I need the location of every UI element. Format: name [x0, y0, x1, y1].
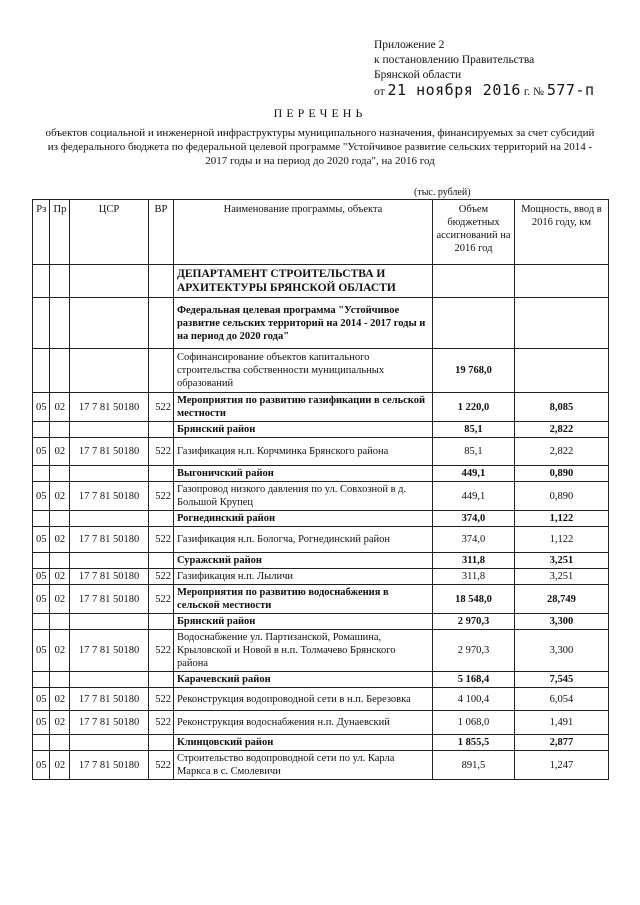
- cell-pr: 02: [50, 711, 70, 735]
- cell-rz: [33, 511, 50, 527]
- cell-name: Водоснабжение ул. Партизанской, Ромашина, Крыловской и Новой в н.п. Толмачево Брянского района: [173, 630, 432, 672]
- cell-csr: [70, 511, 149, 527]
- table-row: [33, 688, 609, 711]
- col-header-amount: Объем бюджетных ассигнований на 2016 год: [433, 200, 515, 265]
- appendix-block: [374, 38, 595, 100]
- cell-csr: 17 7 81 50180: [70, 482, 149, 511]
- cell-csr: [70, 672, 149, 688]
- cell-name: Брянский район: [173, 614, 432, 630]
- cell-csr: [70, 265, 149, 298]
- cell-amount: [433, 298, 515, 349]
- cell-amount: 2 970,3: [433, 614, 515, 630]
- table-row: [33, 393, 609, 422]
- appendix-line: Приложение 2: [374, 39, 445, 51]
- cell-rz: 05: [33, 751, 50, 780]
- table-row: [33, 265, 609, 298]
- cell-vr: [148, 466, 173, 482]
- table-row: [33, 614, 609, 630]
- cell-csr: 17 7 81 50180: [70, 527, 149, 553]
- table-row: [33, 466, 609, 482]
- cell-vr: [148, 614, 173, 630]
- cell-name: Мероприятия по развитию газификации в сельской местности: [173, 393, 432, 422]
- table-row: [33, 511, 609, 527]
- cell-capacity: 3,300: [514, 614, 608, 630]
- cell-name: Газопровод низкого давления по ул. Совхозной в д. Большой Крупец: [173, 482, 432, 511]
- cell-capacity: 1,247: [514, 751, 608, 780]
- cell-rz: 05: [33, 569, 50, 585]
- cell-capacity: 3,251: [514, 569, 608, 585]
- cell-name: Газификация н.п. Корчминка Брянского района: [173, 438, 432, 466]
- cell-vr: [148, 298, 173, 349]
- cell-rz: 05: [33, 585, 50, 614]
- cell-amount: 5 168,4: [433, 672, 515, 688]
- cell-csr: 17 7 81 50180: [70, 751, 149, 780]
- cell-capacity: 7,545: [514, 672, 608, 688]
- table-row: [33, 751, 609, 780]
- cell-vr: [148, 349, 173, 393]
- cell-vr: 522: [148, 630, 173, 672]
- cell-name: Строительство водопроводной сети по ул. Карла Маркса в с. Смолевичи: [173, 751, 432, 780]
- cell-pr: 02: [50, 630, 70, 672]
- cell-name: Мероприятия по развитию водоснабжения в сельской местности: [173, 585, 432, 614]
- cell-amount: 19 768,0: [433, 349, 515, 393]
- cell-rz: 05: [33, 630, 50, 672]
- cell-pr: [50, 735, 70, 751]
- cell-rz: 05: [33, 438, 50, 466]
- cell-capacity: 6,054: [514, 688, 608, 711]
- cell-rz: [33, 349, 50, 393]
- cell-amount: 311,8: [433, 569, 515, 585]
- cell-capacity: 2,822: [514, 438, 608, 466]
- cell-rz: [33, 298, 50, 349]
- table-row: [33, 672, 609, 688]
- table-row: [33, 569, 609, 585]
- cell-capacity: 0,890: [514, 482, 608, 511]
- cell-csr: 17 7 81 50180: [70, 630, 149, 672]
- cell-name: Карачевский район: [173, 672, 432, 688]
- cell-rz: [33, 466, 50, 482]
- cell-pr: 02: [50, 585, 70, 614]
- col-header-csr: ЦСР: [70, 200, 149, 265]
- cell-rz: [33, 422, 50, 438]
- table-row: [33, 482, 609, 511]
- col-header-capacity: Мощность, ввод в 2016 году, км: [514, 200, 608, 265]
- cell-pr: 02: [50, 482, 70, 511]
- cell-rz: 05: [33, 688, 50, 711]
- cell-csr: [70, 553, 149, 569]
- col-header-name: Наименование программы, объекта: [173, 200, 432, 265]
- cell-name: Газификация н.п. Лыличи: [173, 569, 432, 585]
- cell-capacity: 2,822: [514, 422, 608, 438]
- cell-pr: 02: [50, 527, 70, 553]
- cell-amount: 374,0: [433, 511, 515, 527]
- document-subtitle: объектов социальной и инженерной инфраструктуры муниципального назначения, финансируемых за счет субсидий из федерального бюджета по федеральной целевой программе "Устойчивое развитие сельских территорий на 2014 - 2017 годы и на период до 2020 года", на 2016 год: [45, 127, 595, 167]
- cell-name: Брянский район: [173, 422, 432, 438]
- cell-capacity: 1,122: [514, 527, 608, 553]
- document-title: ПЕРЕЧЕНЬ: [273, 106, 367, 120]
- cell-amount: 18 548,0: [433, 585, 515, 614]
- cell-pr: 02: [50, 438, 70, 466]
- cell-amount: 85,1: [433, 422, 515, 438]
- cell-csr: 17 7 81 50180: [70, 711, 149, 735]
- cell-csr: 17 7 81 50180: [70, 569, 149, 585]
- cell-vr: 522: [148, 393, 173, 422]
- cell-capacity: [514, 298, 608, 349]
- table-row: [33, 735, 609, 751]
- cell-amount: 311,8: [433, 553, 515, 569]
- appendix-line: к постановлению Правительства: [374, 54, 535, 66]
- col-header-vr: ВР: [148, 200, 173, 265]
- cell-amount: 85,1: [433, 438, 515, 466]
- cell-vr: [148, 265, 173, 298]
- table-header-row: [33, 200, 609, 265]
- table-row: [33, 422, 609, 438]
- cell-pr: 02: [50, 393, 70, 422]
- cell-vr: 522: [148, 482, 173, 511]
- cell-csr: 17 7 81 50180: [70, 585, 149, 614]
- decree-number: 577-п: [546, 81, 595, 99]
- cell-vr: 522: [148, 527, 173, 553]
- cell-pr: 02: [50, 688, 70, 711]
- cell-rz: [33, 735, 50, 751]
- cell-pr: [50, 672, 70, 688]
- cell-capacity: 1,491: [514, 711, 608, 735]
- cell-csr: [70, 614, 149, 630]
- col-header-rz: Рз: [33, 200, 50, 265]
- table-row: [33, 349, 609, 393]
- cell-amount: 891,5: [433, 751, 515, 780]
- cell-csr: 17 7 81 50180: [70, 688, 149, 711]
- cell-pr: [50, 614, 70, 630]
- units-note: (тыс. рублей): [414, 187, 471, 198]
- cell-pr: [50, 265, 70, 298]
- cell-amount: 449,1: [433, 482, 515, 511]
- table-row: [33, 553, 609, 569]
- cell-vr: 522: [148, 751, 173, 780]
- cell-pr: [50, 349, 70, 393]
- table-row: [33, 298, 609, 349]
- cell-vr: 522: [148, 569, 173, 585]
- cell-name: Клинцовский район: [173, 735, 432, 751]
- cell-amount: 1 068,0: [433, 711, 515, 735]
- decree-prefix: от: [374, 86, 385, 98]
- decree-date: 21 ноября 2016: [387, 81, 521, 99]
- cell-amount: 374,0: [433, 527, 515, 553]
- cell-name: ДЕПАРТАМЕНТ СТРОИТЕЛЬСТВА И АРХИТЕКТУРЫ БРЯНСКОЙ ОБЛАСТИ: [173, 265, 432, 298]
- cell-capacity: 3,251: [514, 553, 608, 569]
- table-row: [33, 585, 609, 614]
- col-header-pr: Пр: [50, 200, 70, 265]
- cell-csr: [70, 735, 149, 751]
- cell-name: Выгоничский район: [173, 466, 432, 482]
- cell-vr: 522: [148, 438, 173, 466]
- cell-vr: [148, 735, 173, 751]
- table-row: [33, 438, 609, 466]
- cell-name: Реконструкция водопроводной сети в н.п. Березовка: [173, 688, 432, 711]
- cell-csr: 17 7 81 50180: [70, 438, 149, 466]
- cell-pr: [50, 511, 70, 527]
- cell-name: Реконструкция водоснабжения н.п. Дунаевский: [173, 711, 432, 735]
- cell-csr: 17 7 81 50180: [70, 393, 149, 422]
- cell-vr: [148, 422, 173, 438]
- objects-table: [32, 199, 609, 780]
- cell-pr: 02: [50, 569, 70, 585]
- cell-vr: 522: [148, 585, 173, 614]
- cell-pr: [50, 466, 70, 482]
- cell-rz: [33, 614, 50, 630]
- cell-rz: [33, 672, 50, 688]
- table-row: [33, 711, 609, 735]
- cell-pr: [50, 422, 70, 438]
- cell-vr: [148, 511, 173, 527]
- cell-pr: 02: [50, 751, 70, 780]
- cell-vr: [148, 553, 173, 569]
- cell-name: Федеральная целевая программа "Устойчивое развитие сельских территорий на 2014 - 2017 годы и на период до 2020 года": [173, 298, 432, 349]
- table-row: [33, 527, 609, 553]
- cell-amount: 2 970,3: [433, 630, 515, 672]
- cell-pr: [50, 553, 70, 569]
- table-row: [33, 630, 609, 672]
- cell-capacity: [514, 349, 608, 393]
- cell-amount: [433, 265, 515, 298]
- cell-rz: 05: [33, 393, 50, 422]
- cell-rz: 05: [33, 711, 50, 735]
- cell-csr: [70, 422, 149, 438]
- cell-amount: 449,1: [433, 466, 515, 482]
- cell-capacity: 1,122: [514, 511, 608, 527]
- cell-capacity: 0,890: [514, 466, 608, 482]
- cell-rz: 05: [33, 482, 50, 511]
- cell-vr: 522: [148, 688, 173, 711]
- cell-amount: 1 855,5: [433, 735, 515, 751]
- cell-amount: 4 100,4: [433, 688, 515, 711]
- decree-mid: г. №: [523, 86, 544, 98]
- table-body: [33, 265, 609, 780]
- cell-capacity: 3,300: [514, 630, 608, 672]
- cell-rz: [33, 553, 50, 569]
- cell-capacity: 2,877: [514, 735, 608, 751]
- cell-name: Софинансирование объектов капитального строительства собственности муниципальных образований: [173, 349, 432, 393]
- cell-vr: 522: [148, 711, 173, 735]
- cell-pr: [50, 298, 70, 349]
- cell-name: Рогнединский район: [173, 511, 432, 527]
- cell-capacity: [514, 265, 608, 298]
- cell-capacity: 8,085: [514, 393, 608, 422]
- decree-line: [374, 83, 595, 100]
- cell-csr: [70, 466, 149, 482]
- cell-rz: [33, 265, 50, 298]
- cell-vr: [148, 672, 173, 688]
- cell-csr: [70, 349, 149, 393]
- cell-name: Газификация н.п. Бологча, Рогнединский район: [173, 527, 432, 553]
- cell-rz: 05: [33, 527, 50, 553]
- cell-csr: [70, 298, 149, 349]
- cell-capacity: 28,749: [514, 585, 608, 614]
- cell-name: Суражский район: [173, 553, 432, 569]
- cell-amount: 1 220,0: [433, 393, 515, 422]
- appendix-line: Брянской области: [374, 69, 462, 81]
